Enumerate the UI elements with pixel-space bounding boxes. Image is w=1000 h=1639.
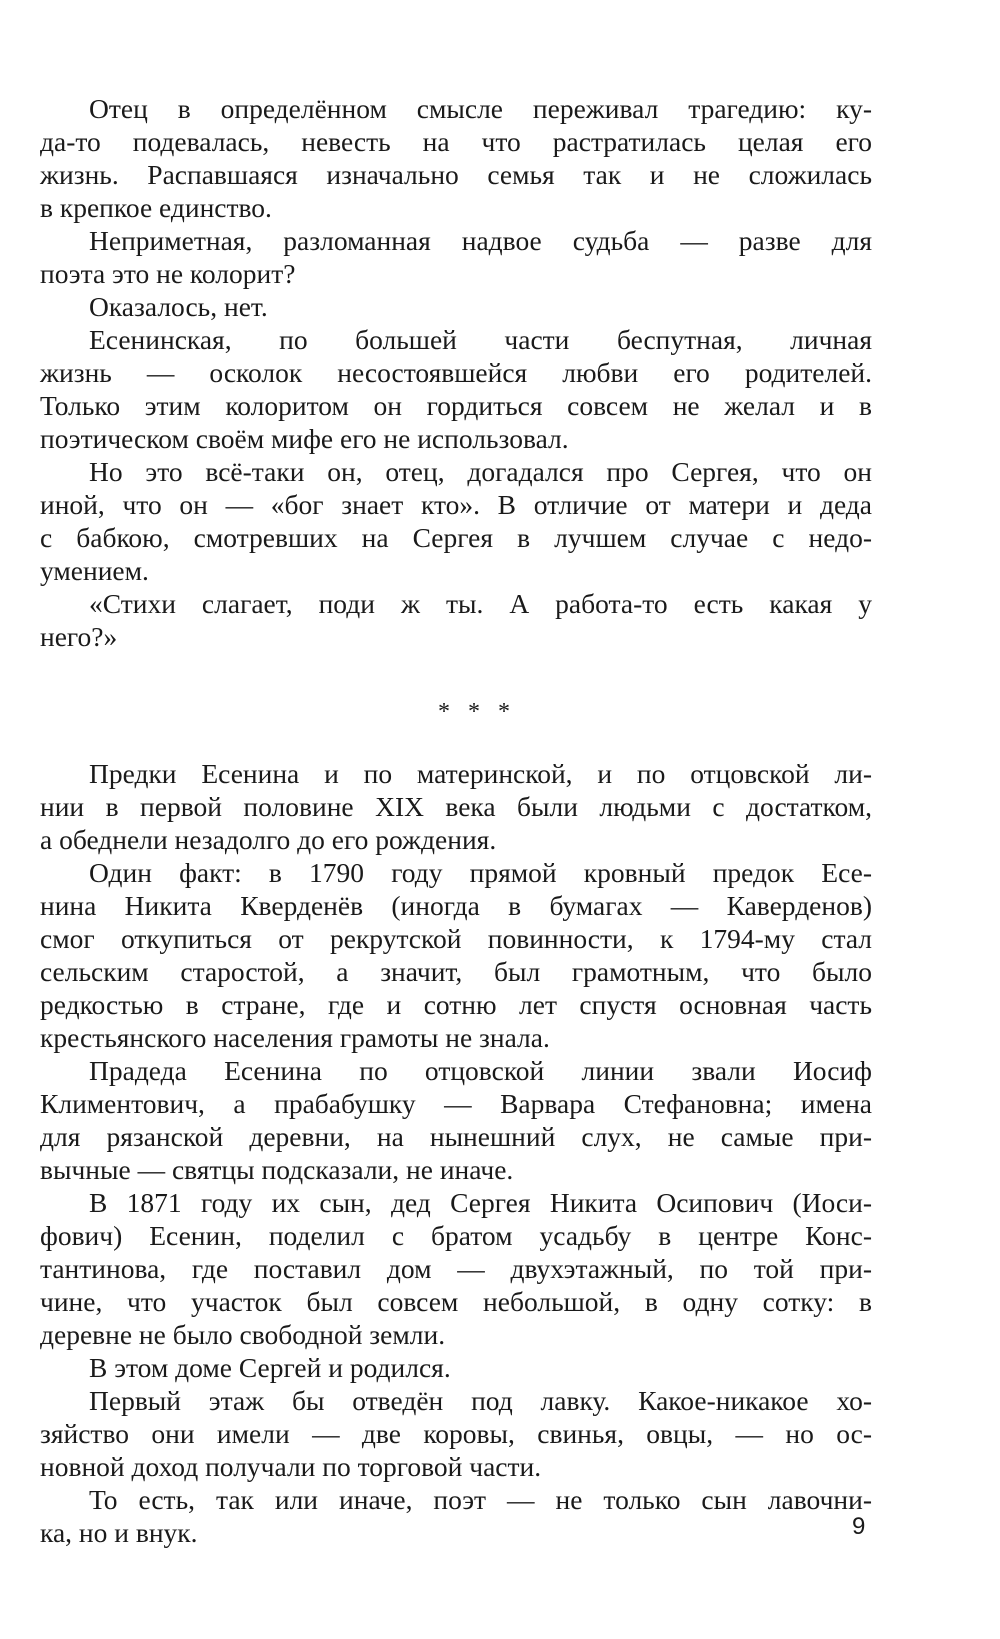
paragraph [40,757,872,856]
text-line: него?» [40,621,118,652]
text-line: в крепкое единство. [40,192,272,223]
paragraph [40,587,872,653]
section-separator: * * * [438,699,516,725]
paragraph [40,1054,872,1186]
paragraph [40,290,872,323]
text-line: зяйство они имели — две коровы, свинья, овцы, — но ос- [40,1418,872,1449]
paragraph [40,224,872,290]
text-line: смог откупиться от рекрутской повинности, к 1794-му стал [40,923,872,954]
text-line: Климентович, а прабабушку — Варвара Стефановна; имена [40,1088,872,1119]
text-line: тантинова, где поставил дом — двухэтажный, по той при- [40,1253,872,1284]
text-before-separator [40,92,872,653]
text-line: для рязанской деревни, на нынешний слух, не самые при- [40,1121,872,1152]
paragraph [40,323,872,455]
text-line: да-то подевалась, невесть на что растратилась целая его [40,126,872,157]
text-line: В этом доме Сергей и родился. [89,1352,451,1383]
text-line: деревне не было свободной земли. [40,1319,446,1350]
text-line: То есть, так или иначе, поэт — не только сын лавочни- [89,1484,872,1515]
paragraph [40,1483,872,1549]
text-line: редкостью в стране, где и сотню лет спустя основная часть [40,989,872,1020]
text-line: Есенинская, по большей части беспутная, личная [89,324,872,355]
text-line: новной доход получали по торговой части. [40,1451,542,1482]
text-line: иной, что он — «бог знает кто». В отличие от матери и деда [40,489,872,520]
text-line: В 1871 году их сын, дед Сергея Никита Осипович (Иоси- [89,1187,872,1218]
text-line: жизнь. Распавшаяся изначально семья так и не сложилась [40,159,872,190]
text-line: ка, но и внук. [40,1517,198,1548]
text-line: Первый этаж бы отведён под лавку. Какое-никакое хо- [89,1385,872,1416]
paragraph [40,1351,872,1384]
text-line: жизнь — осколок несостоявшейся любви его родителей. [40,357,872,388]
text-after-separator [40,757,872,1549]
text-line: фович) Есенин, поделил с братом усадьбу в центре Конс- [40,1220,872,1251]
text-line: крестьянского населения грамоты не знала. [40,1022,550,1053]
text-line: Отец в определённом смысле переживал трагедию: ку- [89,93,872,124]
text-line: поэта это не колорит? [40,258,296,289]
text-line: поэтическом своём мифе его не использовал. [40,423,569,454]
text-line: а обеднели незадолго до его рождения. [40,824,497,855]
page-number: 9 [852,1513,866,1540]
paragraph [40,92,872,224]
paragraph [40,1384,872,1483]
text-line: Только этим колоритом он гордиться совсем не желал и в [40,390,872,421]
text-line: Оказалось, нет. [89,291,268,322]
text-line: Неприметная, разломанная надвое судьба — разве для [89,225,872,256]
paragraph [40,455,872,587]
text-line: Прадеда Есенина по отцовской линии звали Иосиф [89,1055,872,1086]
text-line: «Стихи слагает, поди ж ты. А работа-то есть какая у [89,588,872,619]
text-line: чине, что участок был совсем небольшой, в одну сотку: в [40,1286,872,1317]
text-line: вычные — святцы подсказали, не иначе. [40,1154,514,1185]
text-line: Один факт: в 1790 году прямой кровный предок Есе- [89,857,872,888]
paragraph [40,856,872,1054]
text-line: нии в первой половине XIX века были людьми с достатком, [40,791,872,822]
text-line: умением. [40,555,149,586]
paragraph [40,1186,872,1351]
text-line: нина Никита Кверденёв (иногда в бумагах — Каверденов) [40,890,872,921]
text-line: сельским старостой, а значит, был грамотным, что было [40,956,872,987]
page-body [40,92,872,1549]
text-line: Предки Есенина и по материнской, и по отцовской ли- [89,758,872,789]
text-line: с бабкою, смотревших на Сергея в лучшем случае с недо- [40,522,872,553]
text-line: Но это всё-таки он, отец, догадался про Сергея, что он [89,456,872,487]
